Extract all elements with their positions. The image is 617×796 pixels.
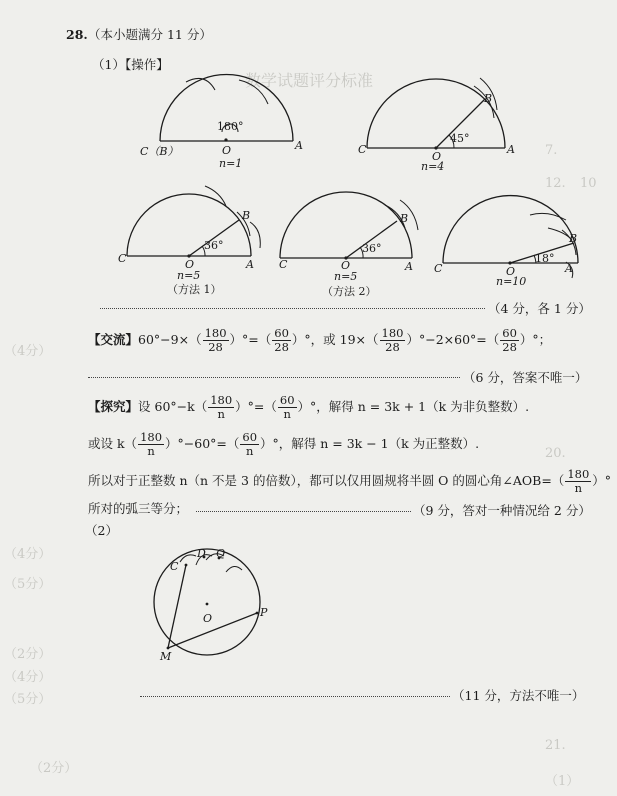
- part1-label: （1）【操作】: [92, 57, 169, 72]
- n-label: n=10: [496, 275, 527, 288]
- point-label-o: O: [185, 258, 195, 271]
- numerator: 180: [210, 393, 233, 407]
- numerator: 180: [567, 467, 590, 481]
- point-label-q: Q: [216, 547, 226, 560]
- dotted-leader: [100, 308, 485, 309]
- point-label-o: O: [222, 144, 232, 157]
- ghost-number: 10: [580, 176, 597, 191]
- point-label-c: C: [279, 258, 288, 271]
- ghost-score: （2分）: [4, 647, 52, 662]
- score-note-1: （4 分，各 1 分）: [488, 301, 591, 316]
- numerator: 180: [204, 326, 227, 340]
- ghost-score: （4分）: [4, 344, 52, 359]
- fraction: [203, 327, 229, 354]
- point-label-o: O: [203, 612, 213, 625]
- point-label-a: A: [507, 143, 515, 156]
- explore-text: 设 60°−k（: [138, 399, 208, 414]
- exchange-text: 60°−9×（: [138, 332, 202, 347]
- ghost-number: 21.: [545, 738, 566, 753]
- numerator: 60: [274, 326, 289, 340]
- explore-text: 或设 k（: [88, 436, 138, 451]
- denominator: 28: [385, 340, 400, 354]
- figure-n4: [367, 78, 505, 148]
- dotted-leader: [88, 377, 460, 378]
- ghost-number: 20.: [545, 446, 566, 461]
- explore-line-2: [88, 431, 479, 458]
- exchange-text: ）°=（: [229, 332, 272, 347]
- explore-text: ）°，解得 n = 3k − 1（k 为正整数）.: [260, 436, 480, 451]
- angle-label: 45°: [450, 132, 470, 145]
- point-label-b: B: [242, 209, 251, 222]
- numerator: 180: [381, 326, 404, 340]
- exchange-text: ）°；: [519, 332, 552, 347]
- exchange-line: [88, 327, 551, 354]
- ghost-score: （5分）: [4, 692, 52, 707]
- point-label-a: A: [295, 139, 303, 152]
- angle-label: 36°: [204, 239, 224, 252]
- point-label-c: C: [170, 560, 179, 573]
- ghost-number: 7.: [545, 143, 558, 158]
- point-label-m: M: [160, 650, 172, 663]
- exchange-tag: 【交流】: [88, 332, 139, 347]
- n-label: n=5: [334, 270, 358, 283]
- fraction: [500, 327, 519, 354]
- fraction: [272, 327, 291, 354]
- question-header: （本小题满分 11 分）: [88, 27, 212, 42]
- angle-label: 18°: [535, 252, 555, 265]
- method-label: （方法 1）: [167, 283, 222, 296]
- n-label: n=1: [219, 157, 243, 170]
- explore-text: ）°−60°=（: [165, 436, 240, 451]
- fraction: [278, 394, 297, 421]
- fraction: [138, 431, 164, 458]
- fraction: [380, 327, 406, 354]
- point-label-b: B: [400, 212, 409, 225]
- point-label-d: D: [197, 547, 206, 560]
- explore-text: 所以对于正整数 n（n 不是 3 的倍数），都可以仅用圆规将半圆 O 的圆心角∠AOB=（: [88, 473, 565, 488]
- point-label-c: C（B）: [140, 145, 179, 158]
- point-label-b: B: [484, 92, 493, 105]
- point-label-c: C: [358, 143, 367, 156]
- numerator: 60: [502, 326, 517, 340]
- numerator: 60: [279, 393, 295, 407]
- ghost-number: （1）: [545, 774, 580, 789]
- exchange-text: ）°，或 19×（: [291, 332, 379, 347]
- ghost-score: （5分）: [4, 577, 52, 592]
- ghost-score: （4分）: [4, 670, 52, 685]
- fraction: [565, 468, 591, 495]
- point-label-o: O: [341, 259, 351, 272]
- question-number: 28.: [66, 27, 88, 42]
- n-label: n=5: [177, 269, 201, 282]
- denominator: 28: [208, 340, 223, 354]
- fraction: [208, 394, 234, 421]
- angle-label: 36°: [362, 242, 382, 255]
- numerator: 180: [140, 430, 163, 444]
- method-label: （方法 2）: [322, 285, 377, 298]
- explore-line-4: 所对的弧三等分；: [88, 501, 189, 516]
- figure-n5-method1: [127, 186, 260, 256]
- dotted-leader: [140, 696, 450, 697]
- exchange-text: ）°−2×60°=（: [406, 332, 500, 347]
- explore-line-3: [88, 468, 611, 495]
- score-note-3: （9 分，答对一种情况给 2 分）: [413, 503, 591, 518]
- explore-text: ）°=（: [235, 399, 277, 414]
- denominator: n: [245, 444, 254, 458]
- ghost-number: 12.: [545, 176, 566, 191]
- score-note-4: （11 分，方法不唯一）: [452, 688, 585, 703]
- point-label-o: O: [506, 265, 516, 278]
- denominator: n: [217, 407, 225, 421]
- explore-text: ）°: [592, 473, 612, 488]
- figure-n5-method2: [280, 192, 418, 258]
- score-note-2: （6 分，答案不唯一）: [463, 370, 588, 385]
- explore-tag: 【探究】: [88, 399, 139, 414]
- fraction: [240, 431, 259, 458]
- n-label: n=4: [421, 160, 445, 173]
- denominator: 28: [274, 340, 289, 354]
- denominator: 28: [502, 340, 517, 354]
- explore-text: ）°，解得 n = 3k + 1（k 为非负整数）.: [297, 399, 530, 414]
- denominator: n: [574, 481, 582, 495]
- ghost-title: 数学试题评分标准: [245, 71, 374, 90]
- point-label-b: B: [569, 232, 578, 245]
- ghost-score: （4分）: [4, 547, 52, 562]
- angle-label: 180°: [217, 120, 244, 133]
- part2-label: （2）: [85, 523, 118, 538]
- numerator: 60: [242, 430, 258, 444]
- point-label-a: A: [405, 260, 413, 273]
- denominator: n: [147, 444, 155, 458]
- point-label-a: A: [246, 258, 254, 271]
- ghost-score: （2分）: [30, 761, 78, 776]
- point-label-a: A: [565, 262, 573, 275]
- point-label-c: C: [118, 252, 127, 265]
- denominator: n: [283, 407, 291, 421]
- explore-line-1: [88, 394, 529, 421]
- dotted-leader: [196, 511, 411, 512]
- point-label-c: C: [434, 262, 443, 275]
- point-label-o: O: [432, 150, 442, 163]
- point-label-p: P: [260, 606, 268, 619]
